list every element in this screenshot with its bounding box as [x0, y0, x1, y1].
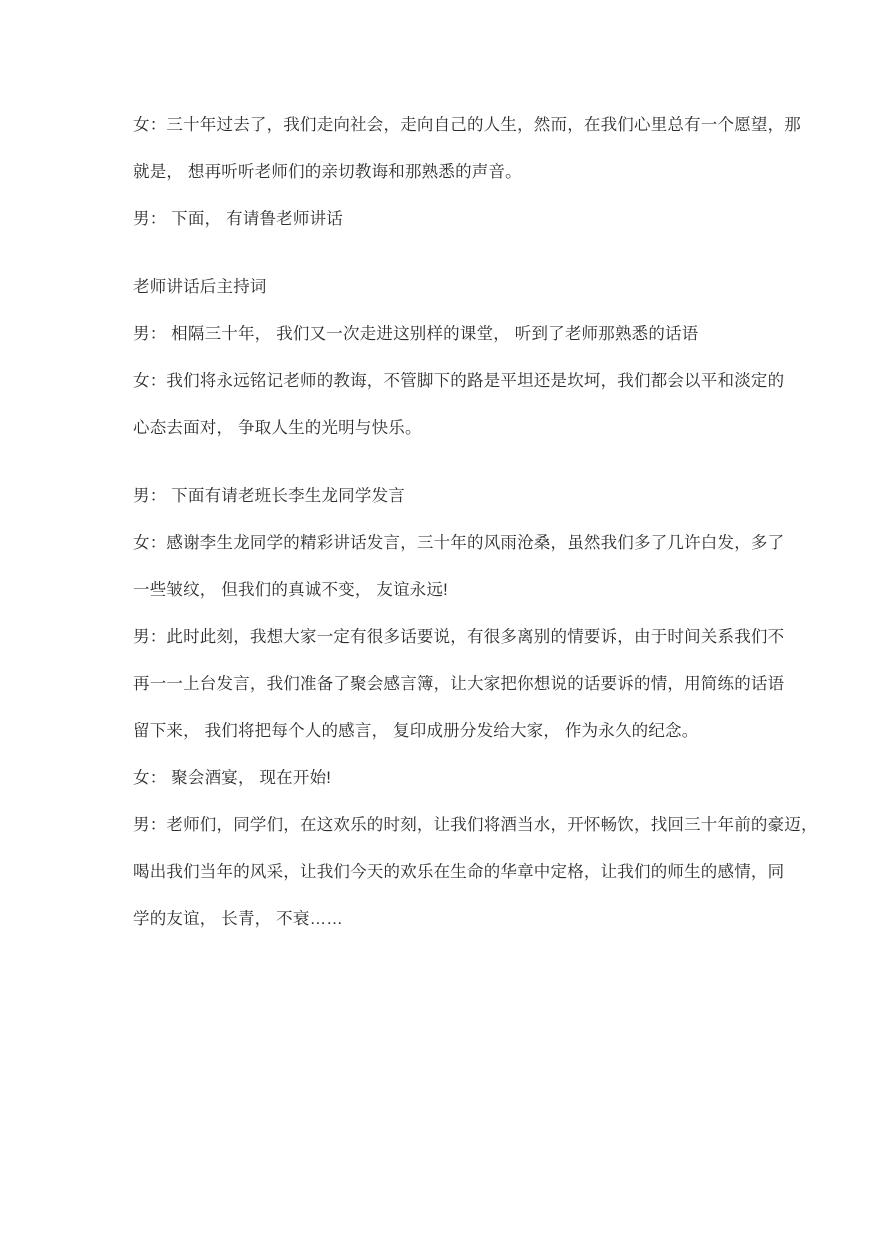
- text-line: 男： 相隔三十年， 我们又一次走进这别样的课堂， 听到了老师那熟悉的话语: [133, 325, 699, 343]
- text-line: 女：三十年过去了，我们走向社会，走向自己的人生，然而，在我们心里总有一个愿望，那: [133, 116, 801, 134]
- text-line: 男：此时此刻，我想大家一定有很多话要说，有很多离别的情要诉，由于时间关系我们不: [133, 628, 785, 646]
- text-line: 留下来， 我们将把每个人的感言， 复印成册分发给大家， 作为永久的纪念。: [133, 722, 699, 740]
- text-line: 学的友谊， 长青， 不衰……: [133, 910, 343, 928]
- text-line: 男： 下面， 有请鲁老师讲话: [133, 210, 343, 228]
- text-line: 就是， 想再听听老师们的亲切教诲和那熟悉的声音。: [133, 163, 522, 181]
- text-line: 女：感谢李生龙同学的精彩讲话发言，三十年的风雨沧桑，虽然我们多了几许白发，多了: [133, 534, 785, 552]
- text-line: 喝出我们当年的风采，让我们今天的欢乐在生命的华章中定格，让我们的师生的感情，同: [133, 863, 785, 881]
- text-line: 女： 聚会酒宴， 现在开始!: [133, 769, 332, 787]
- text-line: 一些皱纹， 但我们的真诚不变， 友谊永远!: [133, 581, 448, 599]
- text-line: 女：我们将永远铭记老师的教诲，不管脚下的路是平坦还是坎坷，我们都会以平和淡定的: [133, 372, 785, 390]
- text-line: 再一一上台发言，我们准备了聚会感言簿，让大家把你想说的话要诉的情，用简练的话语: [133, 675, 785, 693]
- text-line: 男： 下面有请老班长李生龙同学发言: [133, 487, 405, 505]
- section-heading: 老师讲话后主持词: [133, 278, 267, 296]
- text-line: 男：老师们，同学们，在这欢乐的时刻，让我们将酒当水，开怀畅饮，找回三十年前的豪迈，: [133, 816, 818, 834]
- text-line: 心态去面对， 争取人生的光明与快乐。: [133, 419, 422, 437]
